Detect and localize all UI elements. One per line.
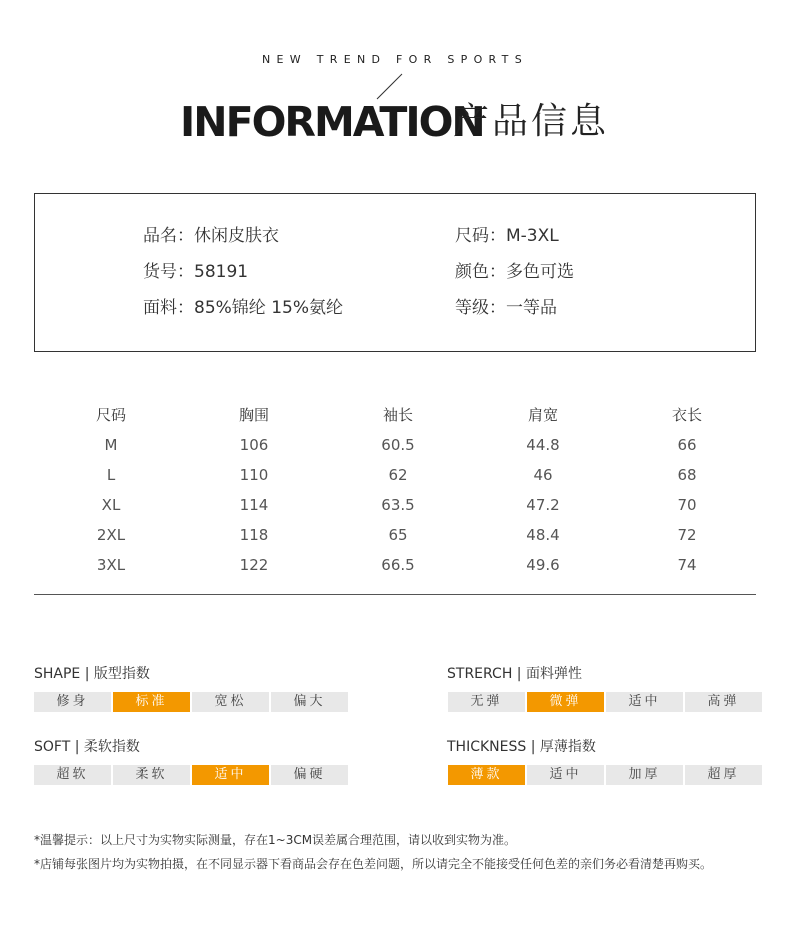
- info-name: 品名：休闲皮肤衣: [143, 226, 279, 246]
- table-row: [35, 494, 755, 524]
- shape-option: 修身: [34, 692, 111, 712]
- info-fabric: 面料：85%锦纶 15%氨纶: [143, 298, 343, 318]
- size-table: [35, 404, 755, 584]
- table-cell: 2XL: [96, 526, 126, 544]
- strerch-index-title: STRERCH | 面料弹性: [447, 666, 582, 682]
- table-row: [35, 554, 755, 584]
- tagline: NEW TREND FOR SPORTS: [261, 53, 528, 66]
- table-cell: 72: [677, 526, 697, 544]
- table-cell: M: [104, 436, 118, 454]
- table-cell: 49.6: [526, 556, 560, 574]
- strerch-option: 适中: [606, 692, 683, 712]
- table-cell: 110: [239, 466, 269, 484]
- header-cell: 衣长: [671, 406, 702, 424]
- shape-option: 宽松: [192, 692, 269, 712]
- table-row: [35, 524, 755, 554]
- info-size: 尺码：M-3XL: [455, 226, 559, 246]
- color-note: *店铺每张图片均为实物拍摄，在不同显示器下看商品会存在色差问题，所以请完全不能接受任何色差的亲们务必看清楚再购买。: [34, 857, 713, 871]
- info-color: 颜色：多色可选: [455, 262, 574, 282]
- table-cell: 46: [533, 466, 553, 484]
- divider: [34, 594, 756, 595]
- table-cell: 3XL: [96, 556, 126, 574]
- soft-option: 超软: [34, 765, 111, 785]
- table-cell: 66: [677, 436, 697, 454]
- table-cell: 48.4: [526, 526, 560, 544]
- strerch-index-scale: [448, 692, 764, 712]
- table-cell: 114: [239, 496, 269, 514]
- table-cell: 70: [677, 496, 697, 514]
- page-title-zh: 产品信息: [453, 101, 610, 142]
- shape-index-title: SHAPE | 版型指数: [34, 666, 150, 682]
- thickness-option: 加厚: [606, 765, 683, 785]
- table-cell: 60.5: [381, 436, 415, 454]
- strerch-option: 微弹: [527, 692, 604, 712]
- table-cell: XL: [101, 496, 121, 514]
- table-cell: 118: [239, 526, 269, 544]
- table-cell: 74: [677, 556, 697, 574]
- table-cell: 68: [677, 466, 697, 484]
- table-cell: 66.5: [381, 556, 415, 574]
- table-row: [35, 464, 755, 494]
- page-title-en: INFORMATION: [180, 98, 484, 146]
- soft-option: 柔软: [113, 765, 190, 785]
- header-cell: 胸围: [238, 406, 269, 424]
- header-cell: 尺码: [95, 406, 126, 424]
- soft-index-title: SOFT | 柔软指数: [34, 739, 140, 755]
- table-cell: 63.5: [381, 496, 415, 514]
- table-header-row: [35, 404, 755, 434]
- thickness-index-title: THICKNESS | 厚薄指数: [447, 739, 596, 755]
- info-grade: 等级：一等品: [455, 298, 557, 318]
- soft-option: 适中: [192, 765, 269, 785]
- strerch-option: 无弹: [448, 692, 525, 712]
- shape-option: 偏大: [271, 692, 348, 712]
- shape-option: 标准: [113, 692, 190, 712]
- table-cell: L: [106, 466, 116, 484]
- table-cell: 122: [239, 556, 269, 574]
- table-cell: 65: [388, 526, 408, 544]
- thickness-option: 薄款: [448, 765, 525, 785]
- slash-divider: [376, 73, 403, 100]
- info-item-no: 货号：58191: [143, 262, 249, 282]
- shape-index-scale: [34, 692, 350, 712]
- size-note: *温馨提示：以上尺寸为实物实际测量，存在1~3CM误差属合理范围，请以收到实物为准。: [34, 833, 517, 847]
- table-cell: 106: [239, 436, 269, 454]
- thickness-option: 适中: [527, 765, 604, 785]
- header-cell: 袖长: [382, 406, 413, 424]
- table-cell: 62: [388, 466, 408, 484]
- soft-option: 偏硬: [271, 765, 348, 785]
- soft-index-scale: [34, 765, 350, 785]
- table-row: [35, 434, 755, 464]
- thickness-option: 超厚: [685, 765, 762, 785]
- thickness-index-scale: [448, 765, 764, 785]
- strerch-option: 高弹: [685, 692, 762, 712]
- table-cell: 47.2: [526, 496, 560, 514]
- table-cell: 44.8: [526, 436, 560, 454]
- header-cell: 肩宽: [527, 406, 558, 424]
